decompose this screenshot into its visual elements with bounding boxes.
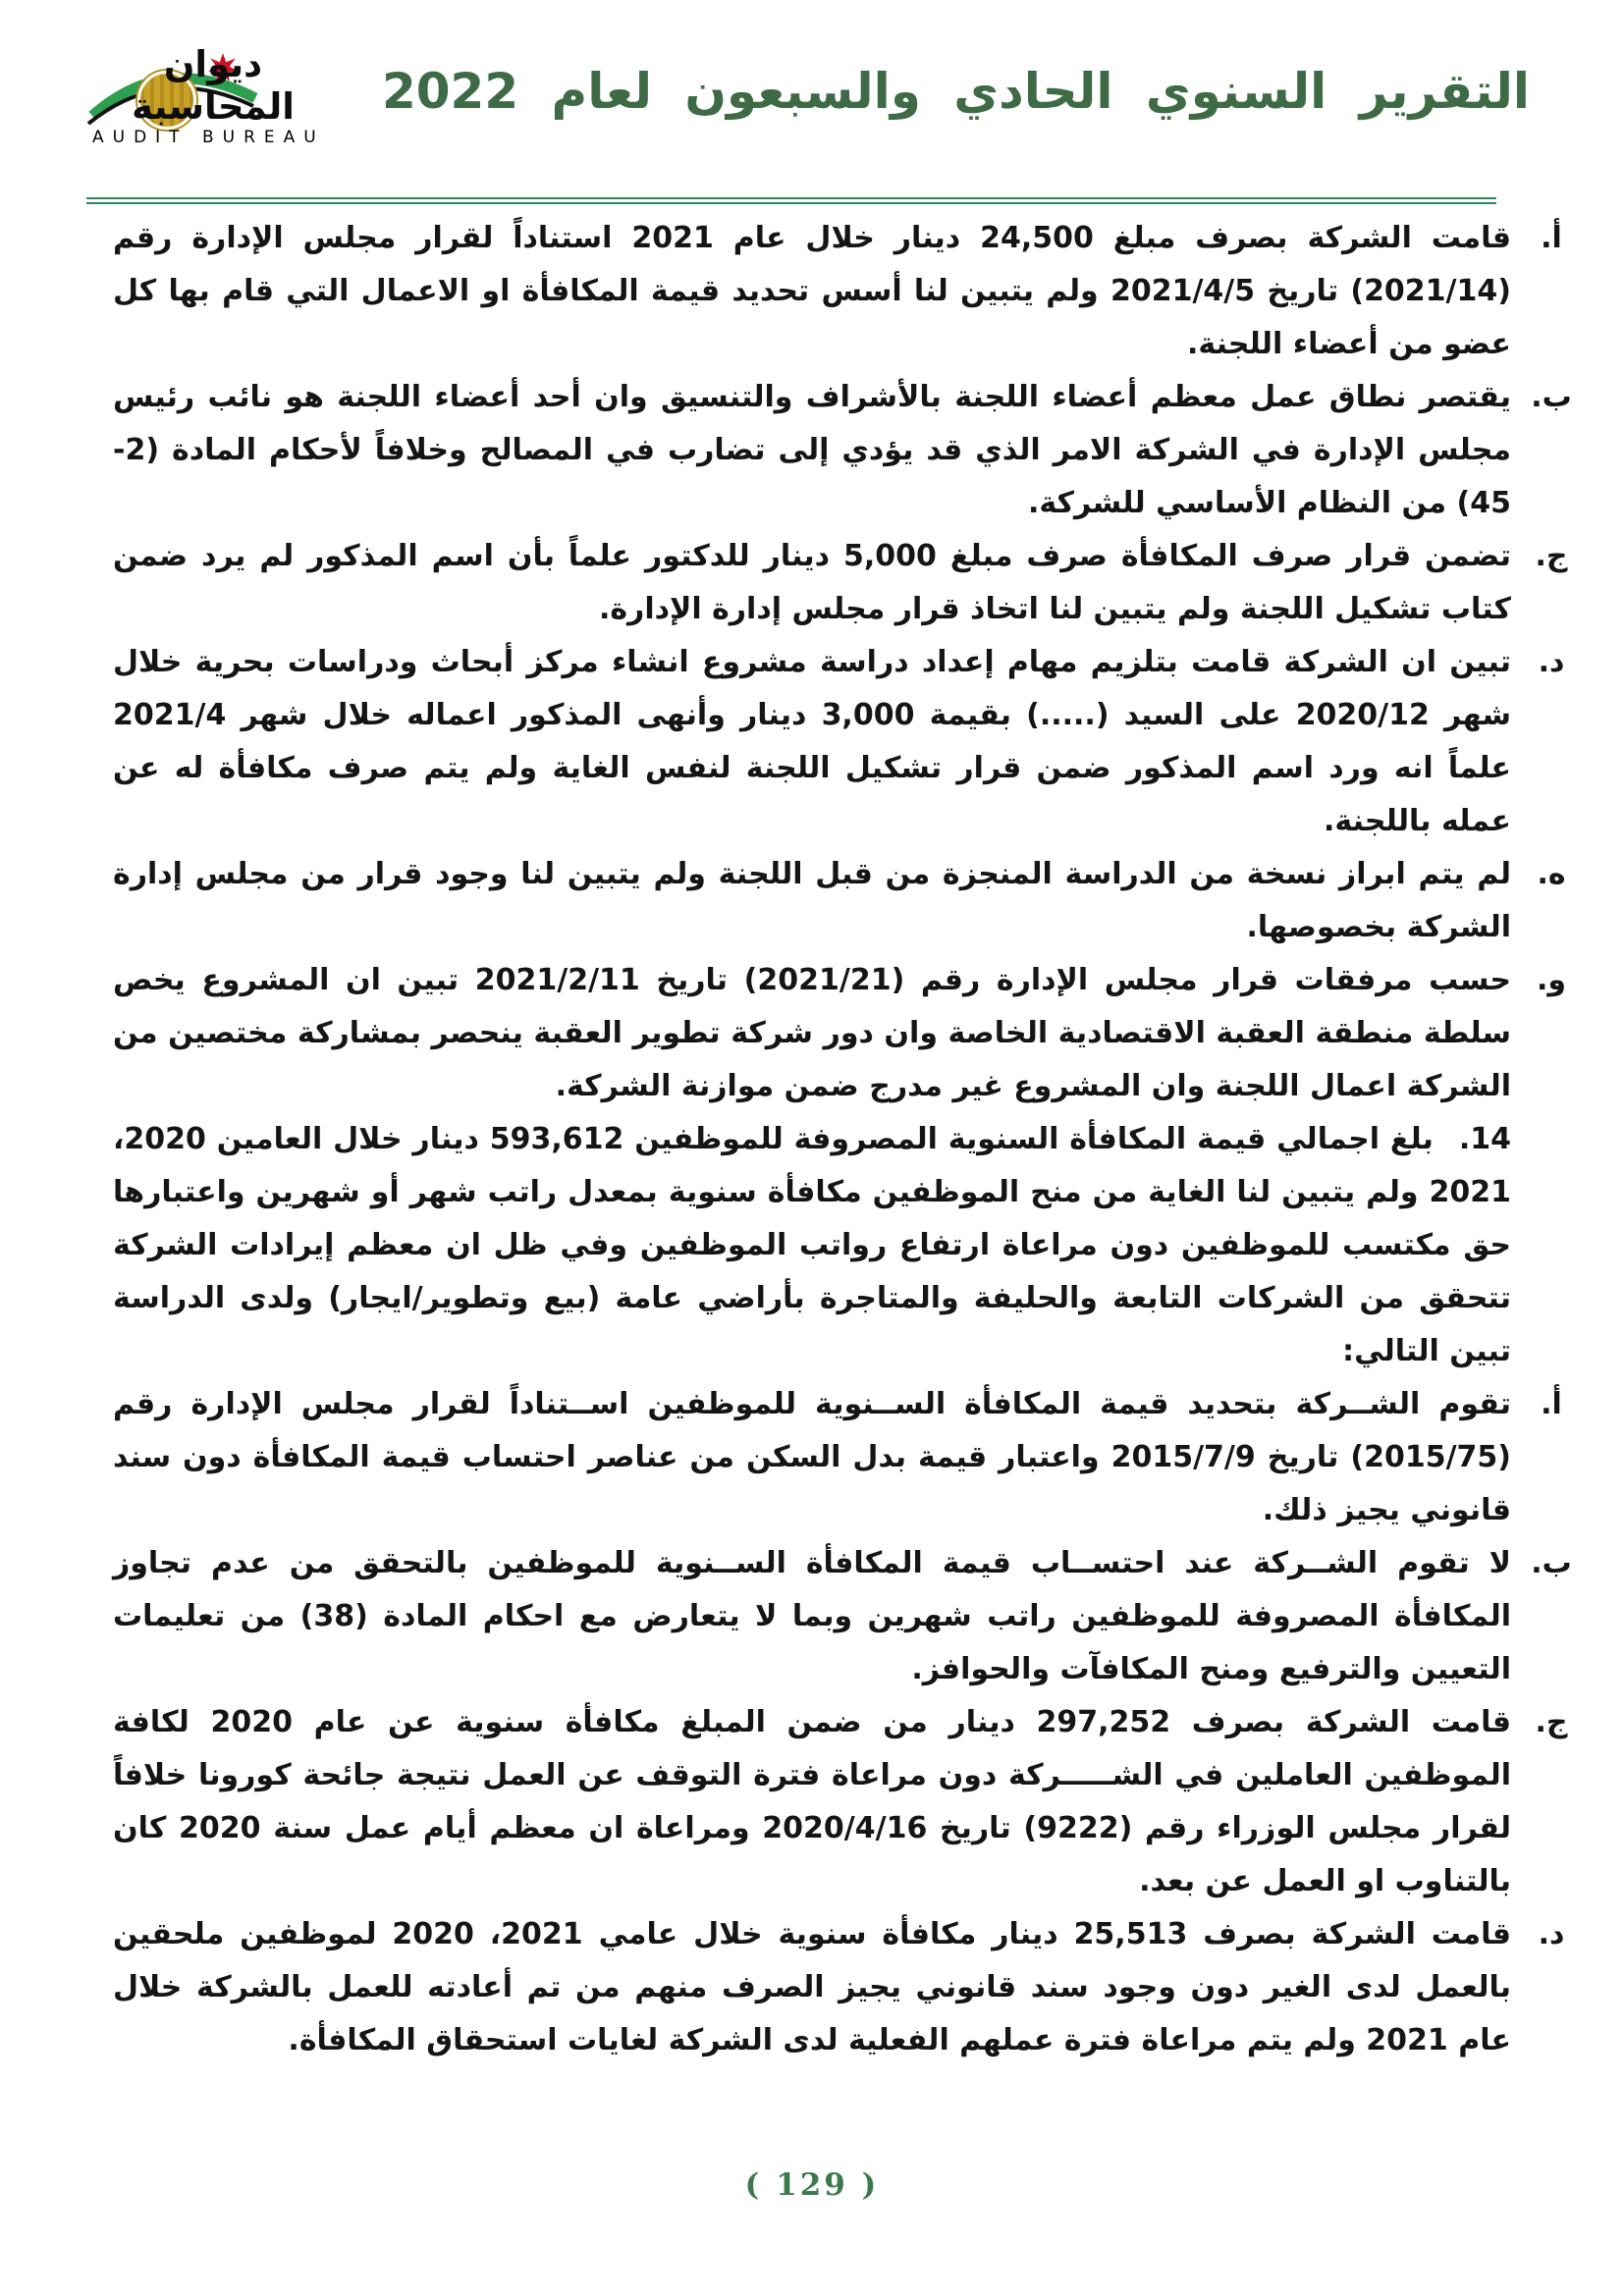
finding-item-b [113,371,1572,530]
finding-item-h [113,848,1566,954]
item-number: 14. [1458,1122,1511,1156]
finding-item-d [113,636,1565,848]
finding-item-j [113,530,1568,636]
item-marker: ب. [1531,380,1572,414]
item-text: تقوم الشــركة بتحديد قيمة المكافأة الســنوية للموظفين اســتناداً لقرار مجلس الإدارة رقم (2015/75) تاريخ 2015/7/9 واعتبار قيمة بدل السكن من عناصر احتساب قيمة المكافأة دون سند قانوني يجيز ذلك. [113,1387,1511,1527]
report-body [113,212,1572,2067]
item-marker: د. [1538,1917,1565,1951]
item-text: قامت الشركة بصرف مبلغ 24,500 دينار خلال عام 2021 استناداً لقرار مجلس الإدارة رقم (2021/14) تاريخ 2021/4/5 ولم يتبين لنا أسس تحديد قيمة المكافأة او الاعمال التي قام بها كل عضو من أعضاء اللجنة. [113,221,1511,361]
item-text: تضمن قرار صرف المكافأة صرف مبلغ 5,000 دينار للدكتور علماً بأن اسم المذكور لم يرد ضمن كتاب تشكيل اللجنة ولم يتبين لنا اتخاذ قرار مجلس إدارة الإدارة. [113,539,1511,626]
logo-english-text: AUDIT BUREAU [92,128,325,147]
sub-item-a [113,1378,1562,1537]
item-marker: و. [1536,963,1567,997]
item-marker: أ. [1541,1387,1562,1421]
sub-item-b [113,1537,1572,1696]
item-marker: ج. [1535,1705,1568,1739]
finding-item-w [113,954,1567,1113]
item-marker: د. [1538,645,1565,679]
finding-item-14 [113,1113,1511,1378]
item-text: قامت الشركة بصرف 25,513 دينار مكافأة سنوية خلال عامي 2021، 2020 لموظفين ملحقين بالعمل لدى الغير دون وجود سند قانوني يجيز الصرف منهم من تم أعادته للعمل بالشركة خلال عام 2021 ولم يتم مراعاة فترة عملهم الفعلية لدى الشركة لغايات استحقاق المكافأة. [113,1917,1512,2057]
page-number: ( 129 ) [744,2167,880,2203]
item-text: قامت الشركة بصرف 297,252 دينار من ضمن المبلغ مكافأة سنوية عن عام 2020 لكافة الموظفين العاملين في الشـــــركة دون مراعاة فترة التوقف عن العمل نتيجة جائحة كورونا خلافاً لقرار مجلس الوزراء رقم (9222) تاريخ 2020/4/16 ومراعاة ان معظم أيام عمل سنة 2020 كان بالتناوب او العمل عن بعد. [113,1705,1511,1898]
item-text: تبين ان الشركة قامت بتلزيم مهام إعداد دراسة مشروع انشاء مركز أبحاث ودراسات بحرية خلال شهر 2020/12 على السيد (.....) بقيمة 3,000 دينار وأنهى المذكور اعماله خلال شهر 2021/4 علماً انه ورد اسم المذكور ضمن قرار تشكيل اللجنة لنفس الغاية ولم يتم صرف مكافأة له عن عمله باللجنة. [113,645,1511,838]
logo-arabic-text: ديوان المحاسبة [132,43,295,128]
item-text: بلغ اجمالي قيمة المكافأة السنوية المصروفة للموظفين 593,612 دينار خلال العامين 2020، 2021 ولم يتبين لنا الغاية من منح الموظفين مكافأة سنوية بمعدل راتب شهر أو شهرين واعتبارها حق مكتسب للموظفين دون مراعاة ارتفاع رواتب الموظفين وفي ظل ان معظم إيرادات الشركة تتحقق من الشركات التابعة والحليفة والمتاجرة بأراضي عامة (بيع وتطوير/ايجار) ولدى الدراسة تبين التالي: [113,1122,1511,1368]
item-text: يقتصر نطاق عمل معظم أعضاء اللجنة بالأشراف والتنسيق وان أحد أعضاء اللجنة هو نائب رئيس مجلس الإدارة في الشركة الامر الذي قد يؤدي إلى تضارب في المصالح وخلافاً لأحكام المادة (2-45) من النظام الأساسي للشركة. [113,380,1511,520]
report-title: التقرير السنوي الحادي والسبعون لعام 2022 [381,63,1530,120]
item-text: حسب مرفقات قرار مجلس الإدارة رقم (2021/21) تاريخ 2021/2/11 تبين ان المشروع يخص سلطة منطقة العقبة الاقتصادية الخاصة وان دور شركة تطوير العقبة ينحصر بمشاركة مختصين من الشركة اعمال اللجنة وان المشروع غير مدرج ضمن موازنة الشركة. [113,963,1511,1103]
audit-bureau-logo [86,37,340,147]
header-divider [86,197,1496,204]
sub-item-j [113,1696,1568,1908]
item-marker: ج. [1535,539,1568,573]
item-text: لم يتم ابراز نسخة من الدراسة المنجزة من قبل اللجنة ولم يتبين لنا وجود قرار من مجلس إدارة الشركة بخصوصها. [113,857,1511,944]
sub-item-d [113,1908,1565,2067]
finding-item-a [113,212,1562,371]
item-marker: ه. [1537,857,1566,891]
item-marker: ب. [1531,1546,1572,1580]
item-marker: أ. [1541,221,1562,255]
item-text: لا تقوم الشــركة عند احتســاب قيمة المكافأة الســنوية للموظفين بالتحقق من عدم تجاوز المكافأة المصروفة للموظفين راتب شهرين وبما لا يتعارض مع احكام المادة (38) من تعليمات التعيين والترفيع ومنح المكافآت والحوافز. [113,1546,1511,1686]
